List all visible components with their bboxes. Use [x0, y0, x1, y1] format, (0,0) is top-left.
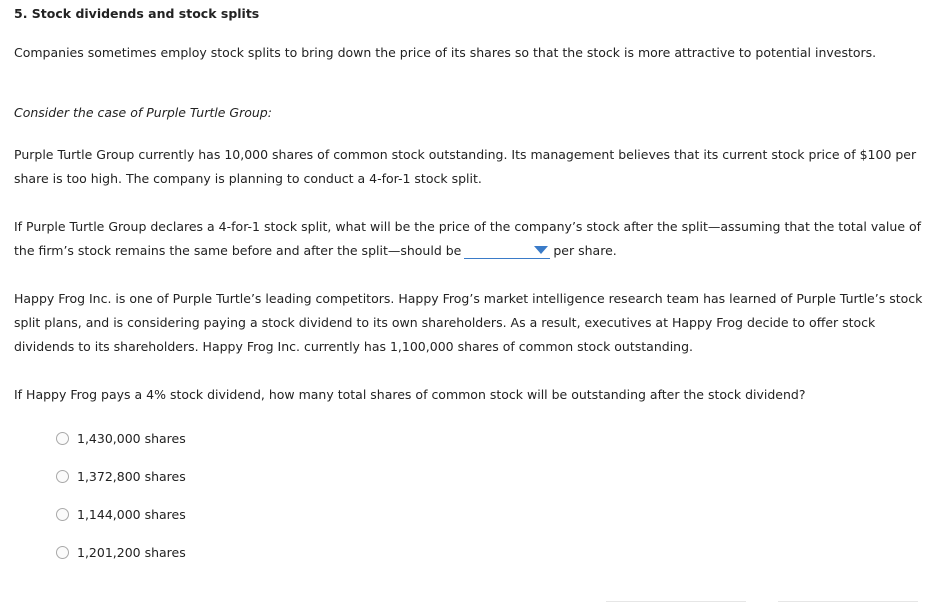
split-question-suffix: per share.: [553, 243, 617, 258]
answer-option-label: 1,144,000 shares: [77, 506, 186, 522]
radio-button[interactable]: [56, 470, 69, 483]
answer-option-4[interactable]: [56, 542, 186, 562]
dividend-question: If Happy Frog pays a 4% stock dividend, how many total shares of common stock will be outstanding after the stock dividend?: [14, 387, 806, 402]
case-description: Purple Turtle Group currently has 10,000 shares of common stock outstanding. Its management believes that its current stock price of $100 per share is too high. The company is planning to conduct a 4-for-1 stock split.: [14, 147, 917, 186]
answer-option-3[interactable]: [56, 504, 186, 524]
answer-option-1[interactable]: [56, 428, 186, 448]
radio-button[interactable]: [56, 432, 69, 445]
answer-option-label: 1,430,000 shares: [77, 430, 186, 446]
intro-text: Companies sometimes employ stock splits to bring down the price of its shares so that the stock is more attractive to potential investors.: [14, 45, 877, 60]
split-price-dropdown[interactable]: [464, 240, 550, 259]
radio-button[interactable]: [56, 508, 69, 521]
question-title: 5. Stock dividends and stock splits: [14, 6, 260, 21]
chevron-down-icon: [534, 246, 548, 254]
answer-option-label: 1,372,800 shares: [77, 468, 186, 484]
split-question: [14, 215, 930, 263]
footer-divider: [778, 601, 918, 602]
case-label: Consider the case of Purple Turtle Group:: [14, 105, 272, 120]
footer-divider: [606, 601, 746, 602]
split-question-text: If Purple Turtle Group declares a 4-for-1 stock split, what will be the price of the company’s stock after the split—assuming that the total value of the firm’s stock remains the same before and after the split—should be: [14, 219, 922, 258]
answer-option-label: 1,201,200 shares: [77, 544, 186, 560]
answer-option-2[interactable]: [56, 466, 186, 486]
radio-button[interactable]: [56, 546, 69, 559]
happy-frog-description: Happy Frog Inc. is one of Purple Turtle’s leading competitors. Happy Frog’s market intelligence research team has learned of Purple Turtle’s stock split plans, and is considering paying a stock dividend to its own shareholders. As a result, executives at Happy Frog decide to offer stock dividends to its shareholders. Happy Frog Inc. currently has 1,100,000 shares of common stock outstanding.: [14, 291, 923, 354]
